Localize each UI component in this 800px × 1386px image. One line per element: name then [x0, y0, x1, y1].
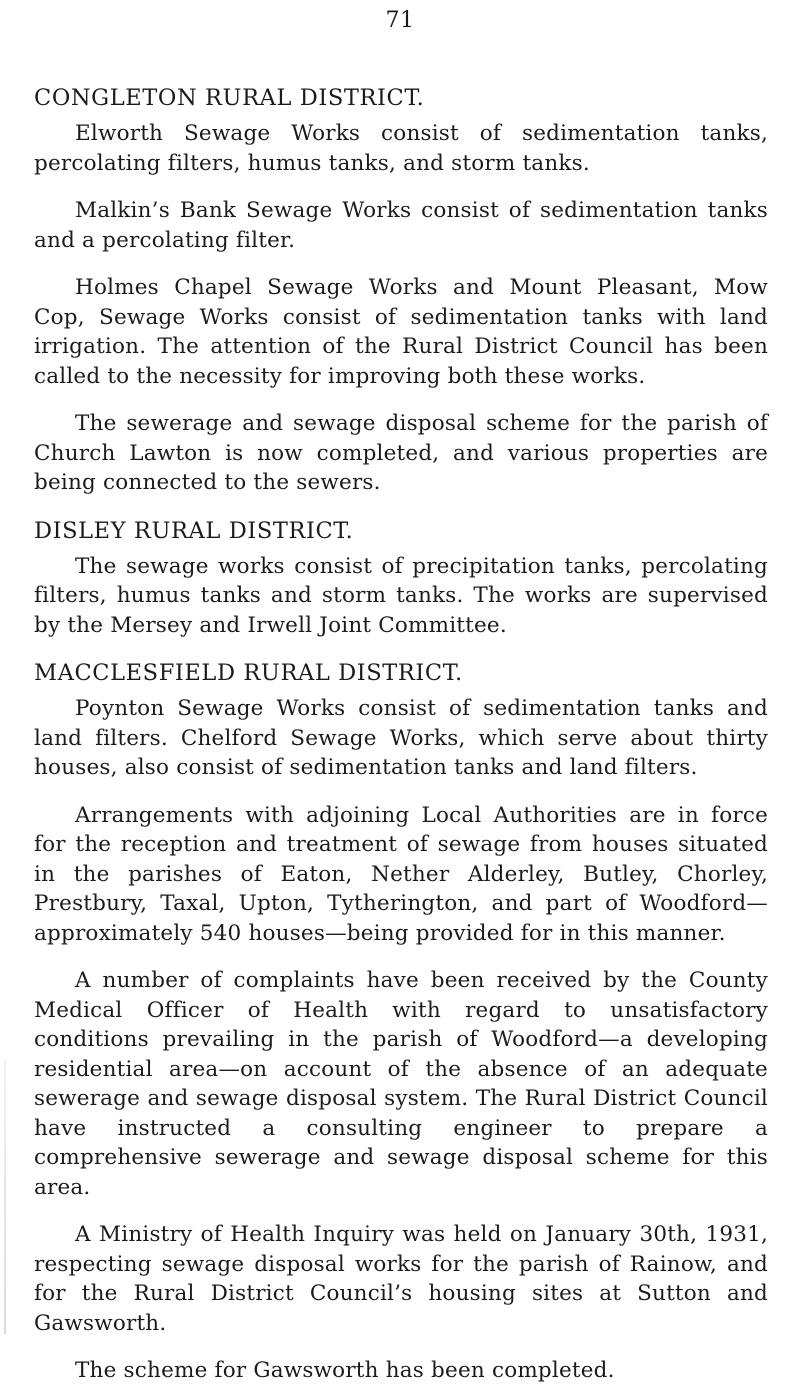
page-body: [34, 83, 768, 1386]
page-number: 71: [385, 8, 415, 33]
page-edge-shadow: [4, 1060, 6, 1334]
section-heading: CONGLETON RURAL DISTRICT.: [34, 85, 425, 111]
paragraph: A Ministry of Health Inquiry was held on January 30th, 1931, respecting sewage disposal works for the parish of Rainow, and for the Rural District Council’s housing sites at Sutton and Gawsworth.: [34, 1222, 768, 1336]
section-disley: [34, 516, 768, 641]
paragraph: The sewerage and sewage disposal scheme for the parish of Church Lawton is now completed, and various properties are being connected to the sewers.: [34, 411, 768, 495]
paragraph: The scheme for Gawsworth has been completed.: [75, 1358, 615, 1383]
section-heading: DISLEY RURAL DISTRICT.: [34, 517, 354, 544]
paragraph: Arrangements with adjoining Local Authorities are in force for the reception and treatment of sewage from houses situated in the parishes of Eaton, Nether Alderley, Butley, Chorley, Prestbury, Taxal, Upton, Tytherington, and part of Woodford—approximately 540 houses—being provided for in this manner.: [34, 802, 768, 946]
paragraph: Holmes Chapel Sewage Works and Mount Pleasant, Mow Cop, Sewage Works consist of sedimentation tanks with land irrigation. The attention of the Rural District Council has been called to the necessity for improving both these works.: [34, 275, 768, 389]
section-macclesfield: [34, 658, 768, 1386]
paragraph: Elworth Sewage Works consist of sedimentation tanks, percolating filters, humus tanks, and storm tanks.: [34, 121, 768, 176]
paragraph: The sewage works consist of precipitation tanks, percolating filters, humus tanks and storm tanks. The works are supervised by the Mersey and Irwell Joint Committee.: [34, 553, 768, 638]
section-heading: MACCLESFIELD RURAL DISTRICT.: [34, 660, 463, 686]
paragraph: Malkin’s Bank Sewage Works consist of sedimentation tanks and a percolating filter.: [34, 198, 768, 253]
section-congleton: [34, 83, 768, 498]
paragraph: A number of complaints have been received by the County Medical Officer of Health with regard to unsatisfactory conditions prevailing in the parish of Woodford—a developing residential area—on account of the absence of an adequate sewerage and sewage disposal system. The Rural District Council have instructed a consulting engineer to prepare a comprehensive sewerage and sewage disposal scheme for this area.: [34, 968, 768, 1200]
paragraph: Poynton Sewage Works consist of sedimentation tanks and land filters. Chelford Sewage Works, which serve about thirty houses, also consist of sedimentation tanks and land filters.: [34, 696, 768, 780]
